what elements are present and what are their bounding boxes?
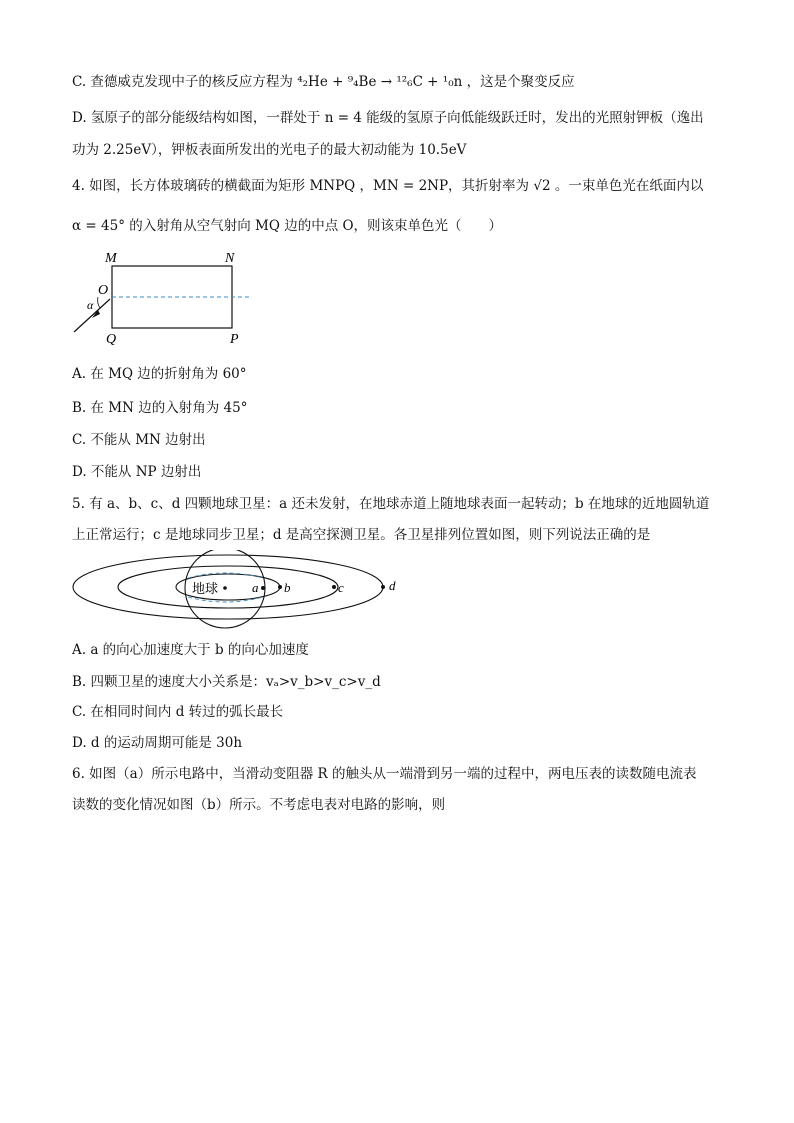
q4-stem-line2: α = 45° 的入射角从空气射向 MQ 边的中点 O，则该束单色光（ ） (72, 218, 503, 234)
q4-stem-line1: 4. 如图，长方体玻璃砖的横截面为矩形 MNPQ ，MN = 2NP，其折射率为 √2 。一束单色光在纸面内以 (72, 178, 704, 194)
label-alpha: α (87, 298, 94, 312)
label-o: O (98, 283, 109, 298)
earth-center-dot (223, 586, 227, 590)
label-c: c (338, 580, 344, 595)
q3-option-c: C. 查德威克发现中子的核反应方程为 ⁴₂He + ⁹₄Be → ¹²₆C + ¹₀n ，这是个聚变反应 (72, 74, 575, 90)
q5-option-d: D. d 的运动周期可能是 30h (72, 735, 243, 751)
angle-arc (98, 297, 100, 308)
q4-glass-brick-figure (70, 248, 260, 348)
label-m: M (105, 251, 117, 266)
q5-option-a: A. a 的向心加速度大于 b 的向心加速度 (72, 642, 309, 658)
label-a: a (252, 580, 259, 595)
q4-option-a: A. 在 MQ 边的折射角为 60° (72, 366, 247, 382)
label-earth: 地球 (192, 581, 219, 596)
orbit-c (118, 566, 338, 608)
q5-stem-line1: 5. 有 a、b、c、d 四颗地球卫星：a 还未发射，在地球赤道上随地球表面一起转动；b 在地球的近地圆轨道 (72, 496, 710, 512)
orbit-d (73, 555, 383, 619)
q3-option-d-line1: D. 氢原子的部分能级结构如图，一群处于 n = 4 能级的氢原子向低能级跃迁时，发出的光照射钾板（逸出 (72, 110, 704, 126)
q6-stem-line2: 读数的变化情况如图（b）所示。不考虑电表对电路的影响，则 (72, 797, 446, 813)
q5-orbit-figure (70, 550, 410, 630)
label-b: b (284, 580, 291, 595)
label-q: Q (106, 332, 117, 347)
q4-option-d: D. 不能从 NP 边射出 (72, 464, 202, 480)
satellite-a-dot (261, 586, 265, 590)
q3-option-d-line2: 功为 2.25eV），钾板表面所发出的光电子的最大初动能为 10.5eV (72, 142, 467, 158)
q5-stem-line2: 上正常运行；c 是地球同步卫星；d 是高空探测卫星。各卫星排列位置如图，则下列说法正确的是 (72, 527, 651, 543)
satellite-b-dot (278, 585, 282, 589)
q5-option-c: C. 在相同时间内 d 转过的弧长最长 (72, 704, 284, 720)
satellite-d-dot (381, 585, 385, 589)
q5-option-b: B. 四颗卫星的速度大小关系是：vₐ>v_b>v_c>v_d (72, 674, 381, 690)
q6-stem-line1: 6. 如图（a）所示电路中，当滑动变阻器 R 的触头从一端滑到另一端的过程中，两电压表的读数随电流表 (72, 766, 697, 782)
label-p: P (230, 332, 239, 347)
satellite-c-dot (332, 585, 336, 589)
q4-option-c: C. 不能从 MN 边射出 (72, 432, 206, 448)
label-d: d (389, 578, 396, 593)
label-n: N (225, 251, 235, 266)
q4-option-b: B. 在 MN 边的入射角为 45° (72, 400, 248, 416)
